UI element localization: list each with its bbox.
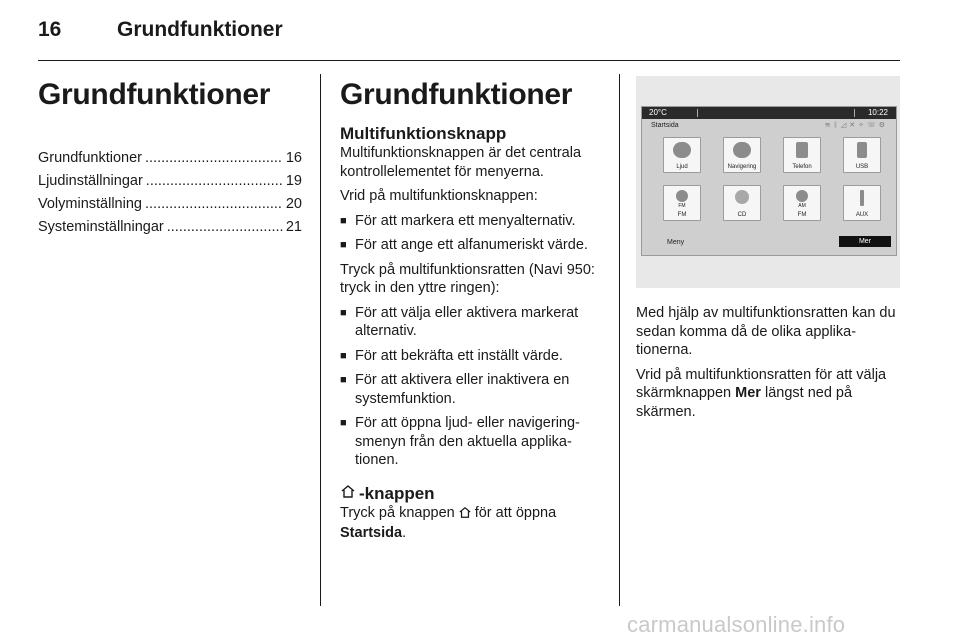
tile-label: FM — [797, 212, 807, 218]
turn-bullet-list — [340, 212, 602, 255]
audio-icon — [673, 142, 691, 158]
list-item: ■ För att öppna ljud- eller navigering-smenyn från den aktuella applika-tionen. — [340, 414, 602, 470]
home-text-after: för att öppna — [474, 504, 557, 521]
screen-title: Startsida — [651, 122, 679, 129]
home-heading — [340, 484, 602, 504]
toc-entry[interactable] — [38, 219, 302, 242]
toc-entry[interactable] — [38, 150, 302, 173]
toc-entry-page: 21 — [285, 219, 302, 235]
tile-label: Telefon — [792, 164, 812, 170]
tile-usb[interactable] — [843, 137, 881, 173]
column-divider — [619, 74, 620, 606]
tile-aux[interactable] — [843, 185, 881, 221]
section-title: Grundfunktioner — [340, 78, 573, 111]
signal-icon: ◿ — [840, 122, 850, 129]
tile-label: FM — [677, 212, 687, 218]
figure-paragraph: Med hjälp av multifunktionsratten kan du sedan komma då de olika applika-tionerna. — [636, 305, 896, 358]
toc-entry[interactable] — [38, 173, 302, 196]
turn-label: Vrid på multifunktionsknappen: — [340, 188, 538, 204]
satellite-icon: ✧ — [858, 122, 867, 129]
header-title: Grundfunktioner — [117, 18, 283, 41]
radio-icon — [796, 190, 808, 202]
toc-entry[interactable] — [38, 196, 302, 219]
wifi-icon: ≋ — [824, 122, 834, 129]
home-icon — [340, 484, 356, 504]
bluetooth-icon: ᛒ — [833, 122, 841, 129]
list-item: ■ För att välja eller aktivera markerat alternativ. — [340, 304, 602, 341]
tile-telefon[interactable] — [783, 137, 821, 173]
list-item: ■ För att ange ett alfanumeriskt värde. — [340, 236, 602, 255]
tile-label: USB — [855, 164, 869, 170]
infotainment-screenshot — [636, 76, 900, 288]
meny-button[interactable]: Meny — [667, 239, 685, 246]
home-target: Startsida — [340, 525, 403, 541]
tile-cd[interactable] — [723, 185, 761, 221]
usb-icon — [857, 142, 867, 158]
status-icons — [825, 121, 888, 129]
toc-entry-label: Grundfunktioner — [38, 150, 142, 166]
status-bar — [642, 107, 896, 119]
radio-icon — [676, 190, 688, 202]
disc-icon — [735, 190, 749, 204]
tile-sub: AM — [798, 203, 806, 209]
toc-entry-label: Ljudinställningar — [38, 173, 143, 189]
tile-fm[interactable] — [663, 185, 701, 221]
toc-entry-label: Systeminställningar — [38, 219, 164, 235]
home-icon — [458, 506, 472, 525]
tile-label: CD — [737, 212, 747, 218]
page-number: 16 — [38, 18, 62, 41]
phone-icon — [796, 142, 808, 158]
status-separator — [854, 109, 855, 117]
tile-label: Ljud — [676, 164, 688, 170]
home-heading-text: -knappen — [359, 483, 435, 503]
temperature-readout: 20°C — [649, 108, 667, 117]
tile-label: Navigering — [727, 164, 757, 170]
home-period: . — [402, 525, 407, 541]
toc-leader — [145, 150, 283, 166]
home-text-before: Tryck på knappen — [340, 504, 455, 521]
settings-icon: ⚙ — [878, 122, 888, 129]
status-separator — [697, 109, 698, 117]
section-column — [340, 78, 602, 549]
header-divider — [38, 60, 900, 61]
toc-leader — [146, 173, 283, 189]
toc-leader — [167, 219, 283, 235]
tile-ljud[interactable] — [663, 137, 701, 173]
list-item: ■ För att bekräfta ett inställt värde. — [340, 347, 602, 366]
tile-label: AUX — [855, 212, 869, 218]
mer-button[interactable]: Mer — [839, 236, 891, 247]
column-divider — [320, 74, 321, 606]
press-label: Tryck på multifunktionsratten (Navi 950: tryck in den yttre ringen): — [340, 261, 595, 296]
tile-am[interactable] — [783, 185, 821, 221]
globe-icon — [733, 142, 751, 158]
infotainment-screen — [641, 106, 897, 256]
para2-bold: Mer — [735, 385, 761, 401]
clock-readout: 10:22 — [867, 108, 888, 117]
toc-entry-page: 19 — [285, 173, 302, 189]
toc-entry-label: Volyminställning — [38, 196, 142, 212]
figure-paragraph-2 — [636, 366, 900, 422]
toc-entry-page: 16 — [285, 150, 302, 166]
aux-plug-icon — [860, 190, 864, 206]
toc-title: Grundfunktioner — [38, 78, 271, 111]
toc-entry-page: 20 — [285, 196, 302, 212]
phone-icon: ☏ — [866, 122, 879, 129]
section-subtitle: Multifunktionsknapp — [340, 124, 507, 143]
mute-icon: ✕ — [849, 122, 859, 129]
table-of-contents — [38, 150, 302, 242]
figure-text-column — [636, 304, 900, 427]
home-paragraph — [340, 504, 602, 543]
tile-sub: FM — [678, 203, 686, 209]
watermark: carmanualsonline.info — [627, 612, 846, 637]
para2-after: längst ned på skärmen. — [636, 385, 853, 420]
intro-paragraph: Multifunktionsknappen är det centrala kontrollelementet för menyerna. — [340, 145, 582, 180]
list-item: ■ För att aktivera eller inaktivera en systemfunktion. — [340, 371, 602, 408]
toc-leader — [145, 196, 283, 212]
list-item: ■ För att markera ett menyalternativ. — [340, 212, 602, 231]
tile-navigering[interactable] — [723, 137, 761, 173]
press-bullet-list — [340, 304, 602, 470]
para2-before: Vrid på multifunktionsratten för att välja skärmknappen — [636, 366, 887, 401]
